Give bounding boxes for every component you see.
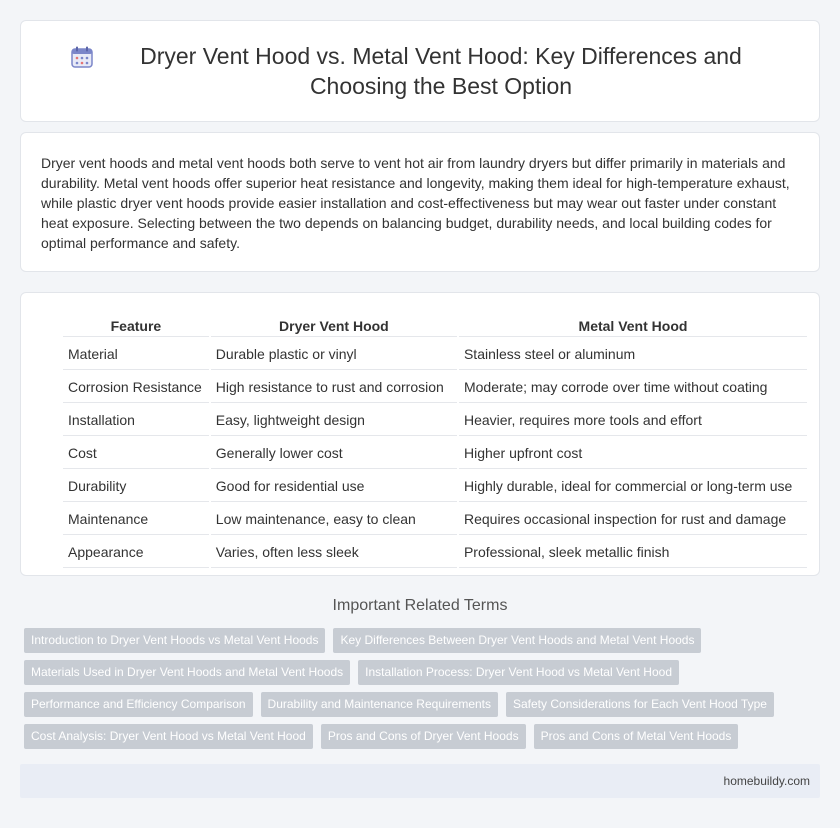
table-row <box>63 405 807 436</box>
calendar-icon <box>70 45 94 69</box>
related-term-tag[interactable]: Introduction to Dryer Vent Hoods vs Metal Vent Hoods <box>24 628 325 653</box>
intro-card <box>20 132 820 272</box>
table-cell: Heavier, requires more tools and effort <box>459 405 807 436</box>
related-term-tag[interactable]: Installation Process: Dryer Vent Hood vs Metal Vent Hood <box>358 660 679 685</box>
table-cell: Good for residential use <box>211 471 457 502</box>
table-cell: Maintenance <box>63 504 209 535</box>
header-dryer-vent-hood: Dryer Vent Hood <box>211 315 457 337</box>
table-cell: Generally lower cost <box>211 438 457 469</box>
table-row <box>63 537 807 568</box>
related-terms-list <box>24 628 820 756</box>
table-cell: Easy, lightweight design <box>211 405 457 436</box>
page-title: Dryer Vent Hood vs. Metal Vent Hood: Key Differences and Choosing the Best Option <box>140 43 742 99</box>
table-cell: Higher upfront cost <box>459 438 807 469</box>
related-term-tag[interactable]: Cost Analysis: Dryer Vent Hood vs Metal Vent Hood <box>24 724 313 749</box>
table-cell: Stainless steel or aluminum <box>459 339 807 370</box>
table-cell: Appearance <box>63 537 209 568</box>
related-terms-title: Important Related Terms <box>332 597 508 614</box>
table-cell: Moderate; may corrode over time without coating <box>459 372 807 403</box>
related-term-tag[interactable]: Key Differences Between Dryer Vent Hoods and Metal Vent Hoods <box>333 628 701 653</box>
table-cell: Professional, sleek metallic finish <box>459 537 807 568</box>
header-metal-vent-hood: Metal Vent Hood <box>459 315 807 337</box>
table-cell: Corrosion Resistance <box>63 372 209 403</box>
table-row <box>63 372 807 403</box>
table-cell: High resistance to rust and corrosion <box>211 372 457 403</box>
table-row <box>63 504 807 535</box>
table-cell: Cost <box>63 438 209 469</box>
title-card <box>20 20 820 122</box>
header-feature: Feature <box>63 315 209 337</box>
table-cell: Durable plastic or vinyl <box>211 339 457 370</box>
table-header-row <box>63 315 807 337</box>
related-term-tag[interactable]: Pros and Cons of Metal Vent Hoods <box>534 724 739 749</box>
comparison-table-card <box>20 292 820 576</box>
related-term-tag[interactable]: Pros and Cons of Dryer Vent Hoods <box>321 724 526 749</box>
related-term-tag[interactable]: Safety Considerations for Each Vent Hood Type <box>506 692 774 717</box>
table-cell: Varies, often less sleek <box>211 537 457 568</box>
related-term-tag[interactable]: Performance and Efficiency Comparison <box>24 692 253 717</box>
table-cell: Durability <box>63 471 209 502</box>
table-row <box>63 471 807 502</box>
related-term-tag[interactable]: Durability and Maintenance Requirements <box>261 692 498 717</box>
table-cell: Highly durable, ideal for commercial or long-term use <box>459 471 807 502</box>
footer <box>20 764 820 798</box>
related-term-tag[interactable]: Materials Used in Dryer Vent Hoods and Metal Vent Hoods <box>24 660 350 685</box>
table-cell: Material <box>63 339 209 370</box>
table-row <box>63 438 807 469</box>
table-row <box>63 339 807 370</box>
footer-site-link[interactable]: homebuildy.com <box>723 774 810 788</box>
table-cell: Requires occasional inspection for rust and damage <box>459 504 807 535</box>
table-cell: Low maintenance, easy to clean <box>211 504 457 535</box>
table-cell: Installation <box>63 405 209 436</box>
title-wrap <box>70 41 770 101</box>
intro-paragraph: Dryer vent hoods and metal vent hoods both serve to vent hot air from laundry dryers but differ primarily in materials and durability. Metal vent hoods offer superior heat resistance and longevity, making them ideal for high-temperature exhaust, while plastic dryer vent hoods provide easier installation and cost-effectiveness but may wear out faster under constant heat exposure. Selecting between the two depends on balancing budget, durability needs, and local building codes for optimal performance and safety. <box>41 155 790 251</box>
comparison-table <box>61 313 809 570</box>
